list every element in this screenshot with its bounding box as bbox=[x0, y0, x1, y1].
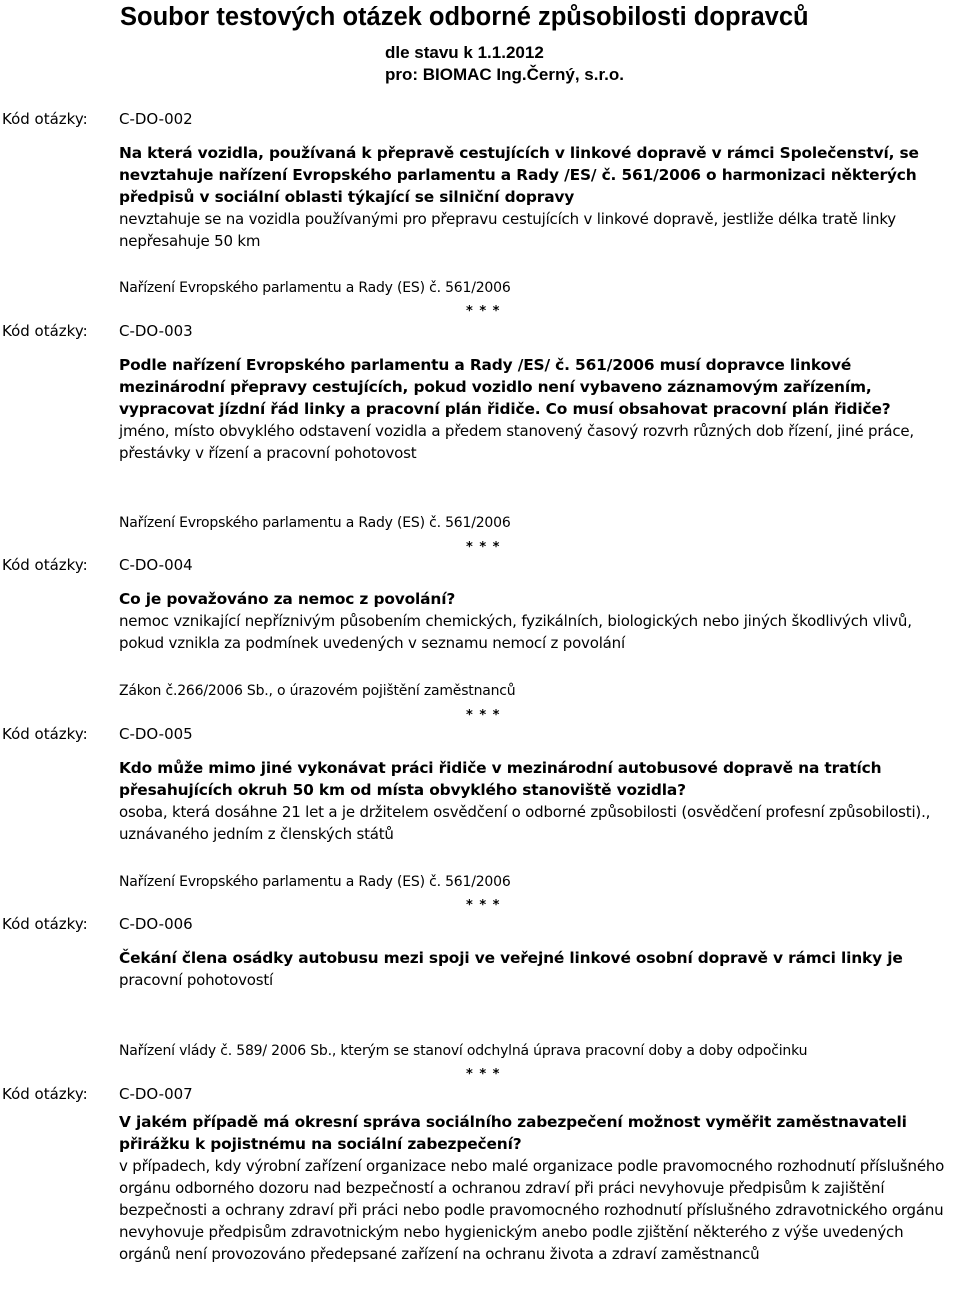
question-code: C-DO-002 bbox=[119, 110, 193, 128]
question-text: Co je považováno za nemoc z povolání? bbox=[119, 590, 456, 608]
date-line: dle stavu k 1.1.2012 bbox=[385, 43, 544, 62]
question-code: C-DO-007 bbox=[119, 1085, 193, 1103]
separator: * * * bbox=[466, 304, 501, 319]
code-label: Kód otázky: bbox=[2, 322, 88, 340]
answer-text: nemoc vznikající nepříznivým působením chemických, fyzikálních, biologických nebo jiných škodlivých vlivů, pokud vznikla za podmínek uvedených v seznamu nemocí z povolání bbox=[119, 612, 912, 652]
question-content bbox=[119, 354, 957, 464]
source-reference: Zákon č.266/2006 Sb., o úrazovém pojištění zaměstnanců bbox=[119, 683, 516, 699]
answer-text: jméno, místo obvyklého odstavení vozidla a předem stanovený časový rozvrh různých dob řízení, jiné práce, přestávky v řízení a pracovní pohotovost bbox=[119, 422, 914, 462]
answer-text: pracovní pohotovostí bbox=[119, 971, 273, 989]
question-content bbox=[119, 588, 957, 654]
question-code: C-DO-004 bbox=[119, 556, 193, 574]
question-content bbox=[119, 142, 957, 252]
code-label: Kód otázky: bbox=[2, 725, 88, 743]
question-code: C-DO-005 bbox=[119, 725, 193, 743]
question-text: Podle nařízení Evropského parlamentu a Rady /ES/ č. 561/2006 musí dopravce linkové mezinárodní přepravy cestujících, pokud vozidlo není vybaveno záznamovým zařízením, vypracovat jízdní řád linky a pracovní plán řidiče. Co musí obsahovat pracovní plán řidiče? bbox=[119, 356, 891, 418]
separator: * * * bbox=[466, 708, 501, 723]
source-reference: Nařízení vlády č. 589/ 2006 Sb., kterým se stanoví odchylná úprava pracovní doby a doby odpočinku bbox=[119, 1043, 808, 1059]
question-text: Kdo může mimo jiné vykonávat práci řidiče v mezinárodní autobusové dopravě na tratích přesahujících okruh 50 km od místa obvyklého stanoviště vozidla? bbox=[119, 759, 882, 799]
separator: * * * bbox=[466, 898, 501, 913]
document-title: Soubor testových otázek odborné způsobilosti dopravců bbox=[120, 3, 809, 31]
question-code: C-DO-003 bbox=[119, 322, 193, 340]
source-reference: Nařízení Evropského parlamentu a Rady (ES) č. 561/2006 bbox=[119, 515, 511, 531]
code-label: Kód otázky: bbox=[2, 1085, 88, 1103]
code-label: Kód otázky: bbox=[2, 110, 88, 128]
answer-text: osoba, která dosáhne 21 let a je držitelem osvědčení o odborné způsobilosti (osvědčení profesní způsobilosti)., uznávaného jedním z členských států bbox=[119, 803, 931, 843]
question-content bbox=[119, 947, 957, 991]
question-code: C-DO-006 bbox=[119, 915, 193, 933]
separator: * * * bbox=[466, 540, 501, 555]
separator: * * * bbox=[466, 1067, 501, 1082]
question-text: V jakém případě má okresní správa sociálního zabezpečení možnost vyměřit zaměstnavateli přirážku k pojistnému na sociální zabezpečení? bbox=[119, 1113, 907, 1153]
source-reference: Nařízení Evropského parlamentu a Rady (ES) č. 561/2006 bbox=[119, 280, 511, 296]
code-label: Kód otázky: bbox=[2, 556, 88, 574]
answer-text: v případech, kdy výrobní zařízení organizace nebo malé organizace podle pravomocného rozhodnutí příslušného orgánu odborného dozoru nad bezpečností a ochranou zdraví při práci nevyhovuje předpisům k zajištění bezpečnosti a ochrany zdraví při práci nebo podle pravomocného rozhodnutí příslušného zdravotnického orgánu nevyhovuje předpisům zdravotnickým nebo hygienickým anebo podle zjištění některého z výše uvedených orgánů není provozováno předepsané zařízení na ochranu života a zdraví zaměstnanců bbox=[119, 1157, 945, 1263]
answer-text: nevztahuje se na vozidla používanými pro přepravu cestujících v linkové dopravě, jestliže délka tratě linky nepřesahuje 50 km bbox=[119, 210, 896, 250]
for-line: pro: BIOMAC Ing.Černý, s.r.o. bbox=[385, 65, 624, 84]
question-content bbox=[119, 1111, 957, 1265]
question-text: Na která vozidla, používaná k přepravě cestujících v linkové dopravě v rámci Společenství, se nevztahuje nařízení Evropského parlamentu a Rady /ES/ č. 561/2006 o harmonizaci některých předpisů v sociální oblasti týkající se silniční dopravy bbox=[119, 144, 919, 206]
source-reference: Nařízení Evropského parlamentu a Rady (ES) č. 561/2006 bbox=[119, 874, 511, 890]
question-content bbox=[119, 757, 957, 845]
code-label: Kód otázky: bbox=[2, 915, 88, 933]
question-text: Čekání člena osádky autobusu mezi spoji ve veřejné linkové osobní dopravě v rámci linky je bbox=[119, 949, 903, 967]
